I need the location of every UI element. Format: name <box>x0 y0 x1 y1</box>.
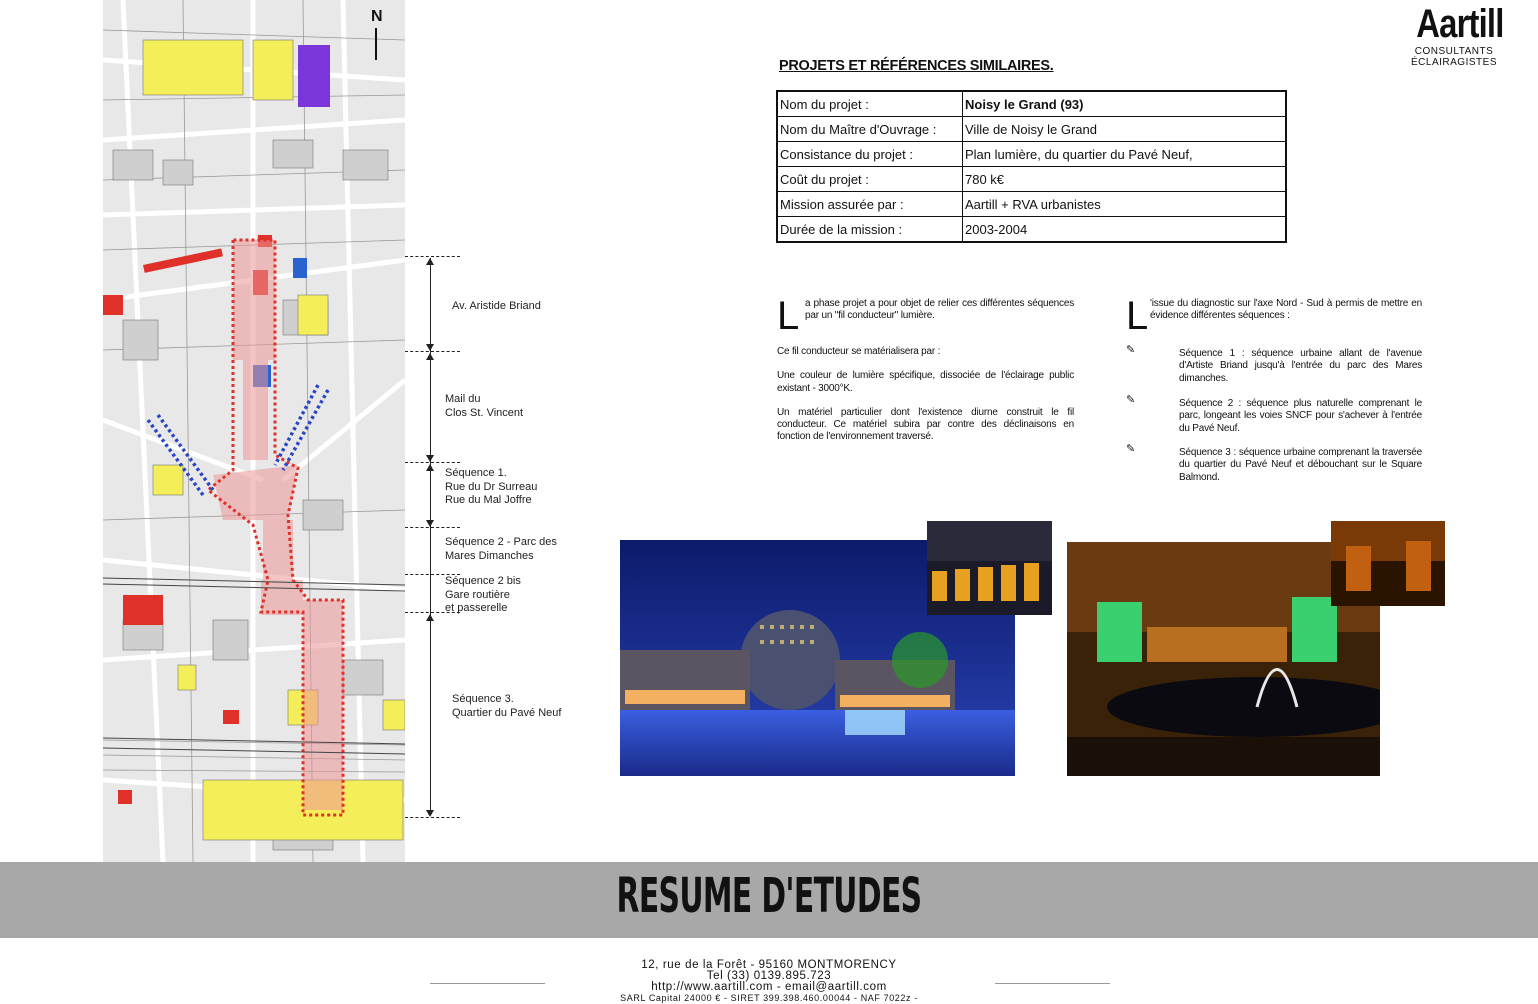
arrow-up-icon <box>426 258 434 265</box>
list-item-text: Séquence 3 : séquence urbaine comprenant la traversée du quartier du Pavé Neuf et débouchant sur le Square Balmond. <box>1179 447 1422 483</box>
table-row <box>777 217 1286 243</box>
table-value: Plan lumière, du quartier du Pavé Neuf, <box>963 142 1287 167</box>
logo-line-2: ÉCLAIRAGISTES <box>1411 57 1497 68</box>
dimension-line <box>430 258 431 815</box>
list-item <box>1126 443 1422 484</box>
table-row <box>777 192 1286 217</box>
footer-address <box>0 960 1538 1004</box>
map-label-sequence-3: Séquence 3. Quartier du Pavé Neuf <box>452 693 562 719</box>
page-heading: PROJETS ET RÉFÉRENCES SIMILAIRES. <box>779 58 1054 74</box>
footer-legal-line: SARL Capital 24000 € - SIRET 399.398.460.00044 - NAF 7022z - <box>620 993 918 1003</box>
table-value: Noisy le Grand (93) <box>963 91 1287 117</box>
arrow-down-icon <box>426 520 434 527</box>
north-arrow-icon <box>375 28 377 60</box>
intro-paragraph: a phase projet a pour objet de relier ces différentes séquences par un "fil conducteur" lumière. <box>805 298 1074 322</box>
body-paragraph: Une couleur de lumière spécifique, dissociée de l'éclairage public existant - 3000°K. <box>777 370 1074 394</box>
list-item <box>1126 344 1422 385</box>
table-label: Durée de la mission : <box>777 217 963 243</box>
body-paragraph: Un matériel particulier dont l'existence diurne construit le fil conducteur. Ce matériel subira par contre des déclinaisons en fonction de l'environnement traversé. <box>777 406 1074 443</box>
arrow-down-icon <box>426 344 434 351</box>
pen-icon: ✎ <box>1126 344 1136 356</box>
arrow-down-icon <box>426 455 434 462</box>
table-row <box>777 91 1286 117</box>
sequence-divider <box>405 462 460 463</box>
table-value: Ville de Noisy le Grand <box>963 117 1287 142</box>
table-label: Nom du projet : <box>777 91 963 117</box>
tower-inset-photo <box>1331 521 1445 606</box>
arcade-inset-photo <box>927 521 1052 615</box>
sequence-divider <box>405 527 460 528</box>
table-value: 2003-2004 <box>963 217 1287 243</box>
list-item <box>1126 394 1422 435</box>
table-value: Aartill + RVA urbanistes <box>963 192 1287 217</box>
pen-icon: ✎ <box>1126 443 1136 455</box>
table-label: Nom du Maître d'Ouvrage : <box>777 117 963 142</box>
dropcap-letter: L <box>777 298 800 332</box>
arrow-up-icon <box>426 353 434 360</box>
north-arrow-label: N <box>371 8 383 25</box>
footer-address-line: 12, rue de la Forêt - 95160 MONTMORENCY <box>641 959 897 971</box>
dropcap-letter: L <box>1126 298 1149 332</box>
list-item-text: Séquence 1 : séquence urbaine allant de l'avenue d'Artiste Briand jusqu'à l'entrée du parc des Mares dimanches. <box>1179 348 1422 384</box>
logo-name: Aartill <box>1416 2 1504 46</box>
table-label: Mission assurée par : <box>777 192 963 217</box>
table-row <box>777 167 1286 192</box>
table-label: Coût du projet : <box>777 167 963 192</box>
arrow-down-icon <box>426 810 434 817</box>
project-info-table <box>776 90 1287 243</box>
company-logo <box>1408 2 1504 68</box>
left-text-column <box>777 298 1074 456</box>
list-item-text: Séquence 2 : séquence plus naturelle comprenant le parc, longeant les voies SNCF pour s'achever à l'entrée du Pavé Neuf. <box>1179 398 1422 434</box>
map-label-sequence-1: Séquence 1. Rue du Dr Surreau Rue du Mal Joffre <box>445 467 538 506</box>
site-plan-map <box>103 0 405 862</box>
right-text-column <box>1126 298 1422 332</box>
arrow-up-icon <box>426 614 434 621</box>
sequence-divider <box>405 256 460 257</box>
sequence-divider <box>405 817 460 818</box>
map-label-briand: Av. Aristide Briand <box>452 300 541 312</box>
banner-title: RESUME D'ETUDES <box>616 868 922 924</box>
table-row <box>777 142 1286 167</box>
site-plan-drawing <box>103 0 405 862</box>
logo-line-1: CONSULTANTS <box>1414 46 1494 57</box>
sequence-divider <box>405 351 460 352</box>
footer-web-line: http://www.aartill.com - email@aartill.com <box>651 981 887 993</box>
map-label-sequence-2bis: Séquence 2 bis Gare routière et passerelle <box>445 575 521 614</box>
table-value: 780 k€ <box>963 167 1287 192</box>
pen-icon: ✎ <box>1126 394 1136 406</box>
body-paragraph: Ce fil conducteur se matérialisera par : <box>777 346 941 357</box>
intro-paragraph: 'issue du diagnostic sur l'axe Nord - Sud à permis de mettre en évidence différentes séquences : <box>1150 298 1422 322</box>
table-row <box>777 117 1286 142</box>
arrow-up-icon <box>426 464 434 471</box>
map-label-sequence-2: Séquence 2 - Parc des Mares Dimanches <box>445 536 557 562</box>
footer-tel-line: Tel (33) 0139.895.723 <box>706 970 832 982</box>
map-label-mail: Mail du Clos St. Vincent <box>445 393 524 419</box>
table-label: Consistance du projet : <box>777 142 963 167</box>
